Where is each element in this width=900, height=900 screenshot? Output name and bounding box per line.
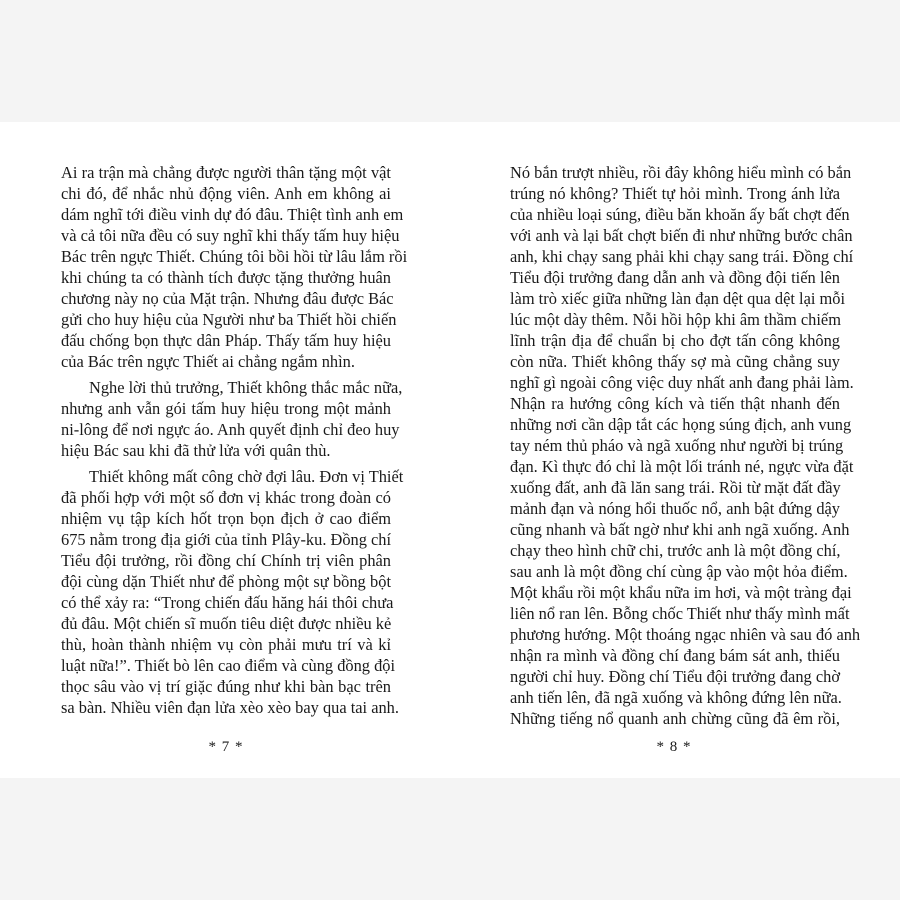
text-line: Nghe lời thủ trưởng, Thiết không thắc mắc nữa, xyxy=(89,378,403,397)
text-line: Bác trên ngực Thiết. Chúng tôi bồi hồi từ lâu lắm rồi xyxy=(61,247,408,266)
text-line: tay ném thủ pháo và ngã xuống như người bị trúng xyxy=(510,436,844,455)
text-line: luật nữa!”. Thiết bò lên cao điểm và cùng đồng đội xyxy=(61,656,396,675)
text-line: khi chúng ta có thành tích được tặng thưởng huân xyxy=(61,268,391,287)
text-line: chi đó, để nhắc nhủ động viên. Anh em không ai xyxy=(61,184,391,203)
text-line: đủ đâu. Một chiến sĩ muốn tiêu diệt được nhiều kẻ xyxy=(61,614,392,633)
text-line: anh, khi chạy sang phải khi chạy sang trái. Đồng chí xyxy=(510,247,854,266)
text-line: nghĩ gì ngoài công việc duy nhất anh đang phải làm. xyxy=(510,373,854,392)
text-line: nhưng anh vẫn gói tấm huy hiệu trong một mảnh xyxy=(61,399,391,418)
text-line: gửi cho huy hiệu của Người như ba Thiết hồi chiến xyxy=(61,310,397,329)
text-line: Nó bắn trượt nhiều, rồi đây không hiểu mình có bắn xyxy=(510,163,852,182)
text-line: người chỉ huy. Đồng chí Tiểu đội trưởng đang chờ xyxy=(510,667,840,686)
text-line: thọc sâu vào vị trí giặc đúng như khi bàn bạc trên xyxy=(61,677,391,696)
text-line: chương này nọ của Mặt trận. Nhưng đâu được Bác xyxy=(61,289,394,308)
text-line: anh tiến lên, đã ngã xuống và không đứng lên nữa. xyxy=(510,688,842,707)
text-line: trúng nó không? Thiết tự hỏi mình. Trong ánh lửa xyxy=(510,184,840,203)
text-line: xuống đất, anh đã lăn sang trái. Rồi từ mặt đất đầy xyxy=(510,478,841,497)
page-number-left: * 7 * xyxy=(208,739,244,755)
text-line: Tiểu đội trưởng đang dẫn anh và đồng đội tiến lên xyxy=(510,268,840,287)
book-spread xyxy=(0,122,900,778)
text-line: của nhiều loại súng, điều băn khoăn ấy bất chợt đến xyxy=(510,205,850,224)
text-line: của Bác trên ngực Thiết ai chẳng ngắm nhìn. xyxy=(61,352,355,371)
text-line: với anh và lại bất chợt biến đi như những bước chân xyxy=(510,226,853,245)
right-page-text xyxy=(510,162,861,729)
page-number-right: * 8 * xyxy=(656,739,692,755)
text-line: dám nghĩ tới điều vinh dự đó đâu. Thiệt tình anh em xyxy=(61,205,404,224)
text-line: Những tiếng nổ quanh anh chừng cũng đã êm rồi, xyxy=(510,709,840,728)
text-line: có thể xảy ra: “Trong chiến đấu hăng hái thôi chưa xyxy=(61,593,394,612)
text-line: làm trò xiếc giữa những làn đạn dệt qua dệt lại mỗi xyxy=(510,289,846,308)
text-line: Nhận ra hướng công kích và tiến thật nhanh đến xyxy=(510,394,840,413)
text-line: liên nổ ran lên. Bỗng chốc Thiết như thấy mình mất xyxy=(510,604,850,623)
text-line: đạn. Kì thực đó chỉ là một lối tránh né, ngực vừa đặt xyxy=(510,457,854,476)
text-line: ni-lông để nơi ngực áo. Anh quyết định chỉ đeo huy xyxy=(61,420,400,439)
text-line: chạy theo hình chữ chi, trước anh là một đồng chí, xyxy=(510,541,841,560)
text-line: nhiệm vụ tập kích hốt trọn bọn địch ở cao điểm xyxy=(61,509,391,528)
text-line: sau anh là một đồng chí cùng ập vào một hỏa điểm. xyxy=(510,562,848,581)
text-line: những nơi cần dập tắt các họng súng địch, anh vung xyxy=(510,415,852,434)
text-line: đã phối hợp với một số đơn vị khác trong đoàn có xyxy=(61,488,391,507)
text-line: mảnh đạn và nóng hổi thuốc nổ, anh bật đứng dậy xyxy=(510,499,840,518)
text-line: Ai ra trận mà chẳng được người thân tặng một vật xyxy=(61,163,391,182)
text-line: và cả tôi nữa đều có suy nghĩ khi thấy tấm huy hiệu xyxy=(61,226,400,245)
text-line: lĩnh trận địa để chuẩn bị cho đợt tấn công không xyxy=(510,331,840,350)
text-line: Thiết không mất công chờ đợi lâu. Đơn vị Thiết xyxy=(89,467,404,486)
text-line: đội cùng dặn Thiết như để phòng một sự bồng bột xyxy=(61,572,391,591)
text-line: thù, hoàn thành nhiệm vụ còn phải mưu trí và kỉ xyxy=(61,635,391,654)
text-line: cũng nhanh và bất ngờ như khi anh ngã xuống. Anh xyxy=(510,520,850,539)
text-line: lúc một dày thêm. Nỗi hồi hộp khi âm thầm chiếm xyxy=(510,310,841,329)
text-line: đấu chống bọn thực dân Pháp. Thấy tấm huy hiệu xyxy=(61,331,391,350)
text-line: Một khẩu rồi một khẩu nữa im hơi, và một tràng đại xyxy=(510,583,852,602)
text-line: 675 nằm trong địa giới của tỉnh Plây-ku. Đồng chí xyxy=(61,530,392,549)
text-line: nhận ra mình và đồng chí đang bám sát anh, thiếu xyxy=(510,646,840,665)
text-line: hiệu Bác sau khi đã thử lửa với quân thù. xyxy=(61,441,331,460)
text-line: Tiểu đội trưởng, rồi đồng chí Chính trị viên phân xyxy=(61,551,391,570)
left-page-text xyxy=(61,162,408,718)
text-line: còn nữa. Thiết không thấy sợ mà cũng chẳng suy xyxy=(510,352,840,371)
text-line: phương hướng. Một thoáng ngạc nhiên và sau đó anh xyxy=(510,625,861,644)
text-line: sa bàn. Nhiều viên đạn lửa xèo xèo bay qua tai anh. xyxy=(61,698,399,717)
